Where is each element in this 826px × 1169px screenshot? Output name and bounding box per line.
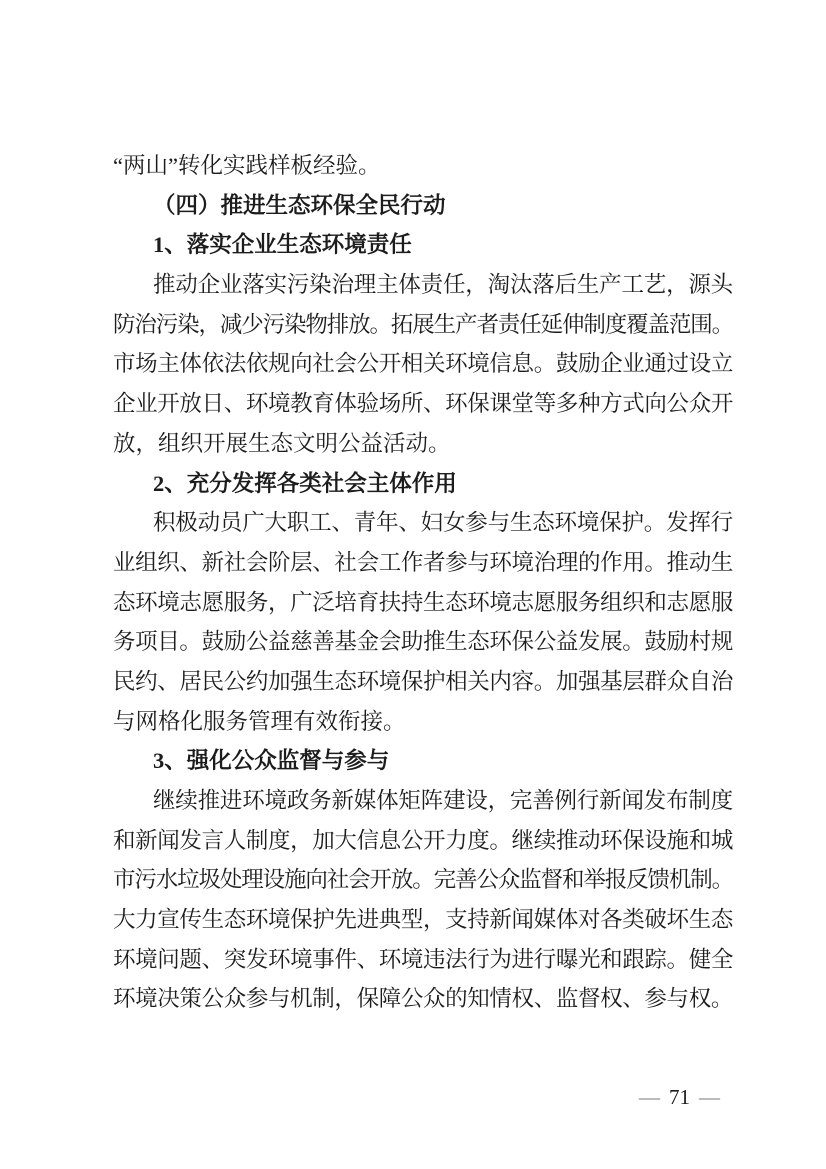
text-line-content: 民约、居民公约加强生态环境保护相关内容。加强基层群众自治	[113, 668, 733, 694]
body-text-line	[113, 344, 733, 384]
text-line-content: 放，组织开展生态文明公益活动。	[113, 430, 451, 456]
heading-line	[113, 741, 733, 781]
heading-line	[113, 225, 733, 265]
body-text-line	[113, 781, 733, 821]
body-text-line	[113, 900, 733, 940]
text-line-content: 积极动员广大职工、青年、妇女参与生态环境保护。发挥行	[153, 510, 733, 536]
heading-line	[113, 464, 733, 504]
body-text-line	[113, 146, 733, 186]
body-text-line	[113, 384, 733, 424]
body-text-line	[113, 979, 733, 1019]
text-line-content: （四）推进生态环保全民行动	[153, 192, 446, 218]
page-number-dash-right: —	[699, 1085, 720, 1109]
text-line-content: 继续推进环境政务新媒体矩阵建设，完善例行新闻发布制度	[153, 788, 733, 813]
body-text-line	[113, 543, 733, 583]
page-number	[639, 1084, 720, 1110]
body-text-line	[113, 583, 733, 623]
body-text-line	[113, 305, 733, 345]
text-line-content: 企业开放日、环境教育体验场所、环保课堂等多种方式向公众开	[113, 391, 733, 417]
text-line-content: 态环境志愿服务，广泛培育扶持生态环境志愿服务组织和志愿服	[113, 589, 733, 615]
text-line-content: 业组织、新社会阶层、社会工作者参与环境治理的作用。推动生	[113, 549, 733, 575]
page-number-dash-left: —	[639, 1085, 660, 1109]
text-line-content: 务项目。鼓励公益慈善基金会助推生态环保公益发展。鼓励村规	[113, 629, 733, 655]
text-line-content: 市污水垃圾处理设施向社会开放。完善公众监督和举报反馈机制。	[113, 867, 733, 893]
document-body	[113, 146, 733, 1019]
text-line-content: “两山”转化实践样板经验。	[113, 153, 381, 178]
page-number-value: 71	[669, 1085, 690, 1109]
heading-line	[113, 186, 733, 226]
body-text-line	[113, 622, 733, 662]
body-text-line	[113, 860, 733, 900]
body-text-line	[113, 940, 733, 980]
text-line-content: 环境问题、突发环境事件、环境违法行为进行曝光和跟踪。健全	[113, 946, 733, 972]
body-text-line	[113, 265, 733, 305]
body-text-line	[113, 821, 733, 861]
text-line-content: 防治污染，减少污染物排放。拓展生产者责任延伸制度覆盖范围。	[113, 311, 733, 337]
text-line-content: 推动企业落实污染治理主体责任，淘汰落后生产工艺，源头	[153, 272, 733, 298]
body-text-line	[113, 662, 733, 702]
text-line-content: 与网格化服务管理有效衔接。	[113, 708, 406, 734]
text-line-content: 3、强化公众监督与参与	[153, 748, 390, 774]
body-text-line	[113, 424, 733, 464]
body-text-line	[113, 503, 733, 543]
body-text-line	[113, 702, 733, 742]
text-line-content: 市场主体依法依规向社会公开相关环境信息。鼓励企业通过设立	[113, 351, 733, 377]
text-line-content: 大力宣传生态环境保护先进典型，支持新闻媒体对各类破坏生态	[113, 907, 733, 933]
text-line-content: 和新闻发言人制度，加大信息公开力度。继续推动环保设施和城	[113, 827, 733, 853]
text-line-content: 1、落实企业生态环境责任	[153, 232, 412, 258]
text-line-content: 2、充分发挥各类社会主体作用	[153, 470, 457, 496]
text-line-content: 环境决策公众参与机制，保障公众的知情权、监督权、参与权。	[113, 986, 733, 1012]
